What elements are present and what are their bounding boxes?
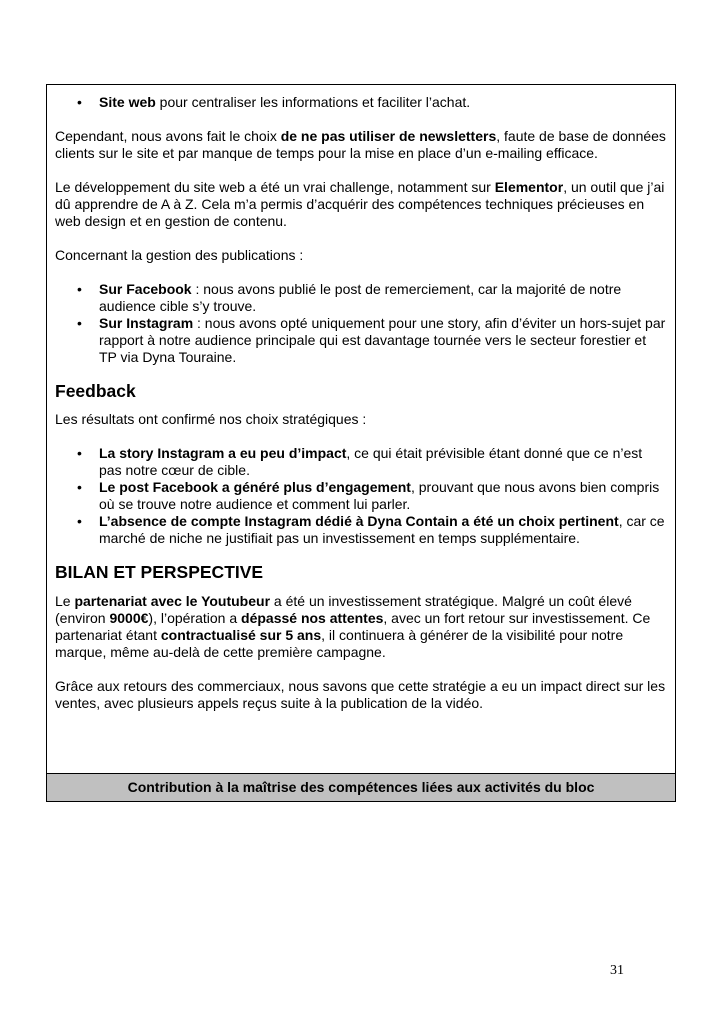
list-item [99,513,667,547]
bold-span: 9000€ [109,610,149,626]
list-item [99,445,667,479]
item-text: , prouvant que nous avons bien compris où se trouve notre audience et comment lui parler. [99,479,660,512]
page-number: 31 [610,963,624,978]
bold-span: Elementor [494,179,564,195]
paragraph-elementor [55,179,667,230]
bold-span: partenariat avec le Youtubeur [74,593,271,609]
paragraph-publications: Concernant la gestion des publications : [55,247,304,263]
item-text: : nous avons opté uniquement pour une story, afin d’éviter un hors-sujet par rapport à notre audience principale qui est davantage tournée vers le secteur forestier et TP via Dyna Touraine. [99,315,666,365]
paragraph-partenariat [55,593,667,661]
bold-span: dépassé nos attentes [241,610,384,626]
bold-span: de ne pas utiliser de newsletters [280,128,497,144]
paragraph-newsletters [55,128,667,162]
paragraph-commerciaux: Grâce aux retours des commerciaux, nous savons que cette stratégie a eu un impact direct sur les ventes, avec plusieurs appels reçus suite à la publication de la vidéo. [55,678,666,711]
content-body [55,94,667,712]
feedback-intro: Les résultats ont confirmé nos choix stratégiques : [55,411,367,427]
feedback-list [55,445,667,547]
text-span: Le [55,593,75,609]
footer-bar: Contribution à la maîtrise des compétences liées aux activités du bloc [47,773,675,801]
item-text: , ce qui était prévisible étant donné que ce n’est pas notre cœur de cible. [99,445,643,478]
list-item [99,315,667,366]
feedback-heading: Feedback [55,381,136,401]
text-span: , avec un fort retour sur investissement. Ce partenariat étant [55,610,651,643]
text-span: a été un investissement stratégique. Malgré un coût élevé (environ [55,593,632,626]
item-bold: Sur Instagram [99,315,194,331]
text-span: , faute de base de données clients sur le site et par manque de temps pour la mise en place d’un e-mailing efficace. [55,128,666,161]
item-bold: Le post Facebook a généré plus d’engagement [99,479,411,495]
text-span: ), l’opération a [148,610,242,626]
bilan-heading: BILAN ET PERSPECTIVE [55,562,264,582]
text-span: , un outil que j’ai dû apprendre de A à Z. Cela m’a permis d’acquérir des compétences techniques précieuses en web design et en gestion de contenu. [55,179,665,229]
item-bold: Site web [99,94,156,110]
publication-list [55,281,667,366]
item-bold: Sur Facebook [99,281,192,297]
list-item [99,281,667,315]
bold-span: contractualisé sur 5 ans [160,627,322,643]
text-span: , il continuera à générer de la visibilité pour notre marque, même au-delà de cette première campagne. [55,627,624,660]
list-item [99,94,667,111]
list-item [99,479,667,513]
item-text: , car ce marché de niche ne justifiait pas un investissement en temps supplémentaire. [99,513,665,546]
item-text: pour centraliser les informations et faciliter l’achat. [155,94,471,110]
text-span: Le développement du site web a été un vrai challenge, notamment sur [55,179,495,195]
content-frame [46,84,676,802]
item-text: : nous avons publié le post de remerciement, car la majorité de notre audience cible s’y trouve. [99,281,622,314]
item-bold: La story Instagram a eu peu d’impact [99,445,347,461]
channel-list [55,94,667,111]
text-span: Cependant, nous avons fait le choix [55,128,281,144]
item-bold: L’absence de compte Instagram dédié à Dyna Contain a été un choix pertinent [99,513,619,529]
